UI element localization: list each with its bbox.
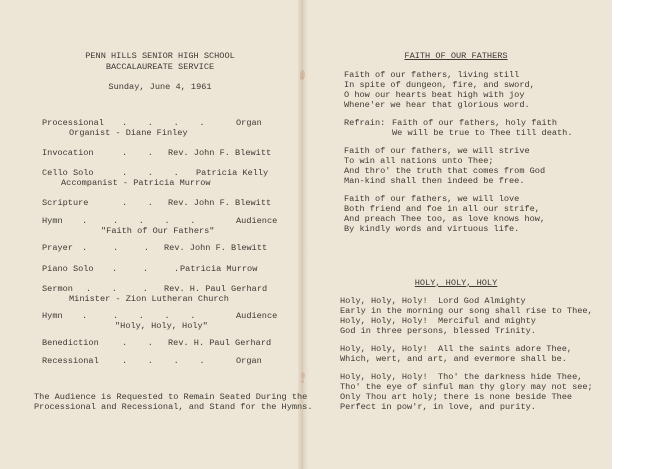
leader-dots: . . bbox=[122, 148, 153, 158]
audience-note-line: Processional and Recessional, and Stand for the Hymns. bbox=[34, 402, 313, 412]
program-item-piano-solo: Piano Solo bbox=[42, 264, 94, 274]
program-detail-recessional: Organ bbox=[236, 356, 262, 366]
hymn-line: O how our hearts beat high with joy bbox=[344, 90, 525, 100]
hymn-line: Holy, Holy, Holy! Merciful and mighty bbox=[340, 316, 536, 326]
leader-dots: . . bbox=[122, 198, 153, 208]
program-item-recessional: Recessional bbox=[42, 356, 99, 366]
program-detail-processional: Organ bbox=[236, 118, 262, 128]
program-detail-scripture: Rev. John F. Blewitt bbox=[168, 198, 272, 208]
hymn-line: To win all nations unto Thee; bbox=[344, 156, 494, 166]
stain-mark bbox=[301, 380, 304, 383]
program-detail-sermon: Rev. H. Paul Gerhard bbox=[164, 284, 268, 294]
program-item-hymn-1: Hymn bbox=[42, 216, 63, 226]
hymn-line: By kindly words and virtuous life. bbox=[344, 224, 520, 234]
program-item-invocation: Invocation bbox=[42, 148, 94, 158]
hymn-title-holy: HOLY, HOLY, HOLY bbox=[414, 278, 498, 288]
program-item-hymn-2: Hymn bbox=[42, 311, 63, 321]
hymn-title-faith: FAITH OF OUR FATHERS bbox=[404, 51, 508, 61]
program-item-scripture: Scripture bbox=[42, 198, 89, 208]
hymn-line: Holy, Holy, Holy! All the saints adore Thee, bbox=[340, 344, 573, 354]
leader-dots: . . . . . bbox=[82, 311, 196, 321]
hymn-line: Holy, Holy, Holy! Tho' the darkness hide Thee, bbox=[340, 372, 583, 382]
hymn-line: Faith of our fathers, we will love bbox=[344, 194, 520, 204]
hymn-line: And preach Thee too, as love knows how, bbox=[344, 214, 546, 224]
audience-note-line: The Audience is Requested to Remain Seated During the bbox=[34, 392, 308, 402]
program-item-benediction: Benediction bbox=[42, 338, 99, 348]
hymn-line: Both friend and foe in all our strife, bbox=[344, 204, 540, 214]
stain-mark bbox=[301, 372, 305, 379]
program-item-processional: Processional bbox=[42, 118, 104, 128]
program-sub-cello-solo: Accompanist - Patricia Murrow bbox=[61, 178, 211, 188]
program-sub-sermon: Minister - Zion Lutheran Church bbox=[69, 294, 229, 304]
program-item-sermon: Sermon bbox=[42, 284, 73, 294]
program-sub-hymn-1: "Faith of Our Fathers" bbox=[101, 226, 215, 236]
leader-dots: . . . bbox=[112, 264, 180, 274]
program-sub-processional: Organist - Diane Finley bbox=[69, 128, 188, 138]
program-detail-prayer: Rev. John F. Blewitt bbox=[164, 243, 268, 253]
hymn-line: In spite of dungeon, fire, and sword, bbox=[344, 80, 535, 90]
leader-dots: . . . . . bbox=[82, 216, 196, 226]
stain-mark bbox=[300, 76, 304, 80]
program-item-cello-solo: Cello Solo bbox=[42, 168, 94, 178]
program-detail-hymn-2: Audience bbox=[236, 311, 278, 321]
hymn-line: Which, wert, and art, and evermore shall be. bbox=[340, 354, 567, 364]
school-name: PENN HILLS SENIOR HIGH SCHOOL bbox=[85, 51, 235, 61]
leader-dots: . . . bbox=[86, 284, 148, 294]
refrain-line: Faith of our fathers, holy faith bbox=[392, 118, 558, 128]
refrain-line: We will be true to Thee till death. bbox=[392, 128, 573, 138]
program-item-prayer: Prayer bbox=[42, 243, 73, 253]
hymn-line: Only Thou art holy; there is none beside Thee bbox=[340, 392, 573, 402]
hymn-line: And thro' the truth that comes from God bbox=[344, 166, 546, 176]
program-detail-invocation: Rev. John F. Blewitt bbox=[168, 148, 272, 158]
program-detail-benediction: Rev. H. Paul Gerhard bbox=[168, 338, 272, 348]
service-title: BACCALAUREATE SERVICE bbox=[105, 62, 215, 72]
leader-dots: . . . . bbox=[122, 118, 205, 128]
hymn-line: Man-kind shall then indeed be free. bbox=[344, 176, 525, 186]
service-date: Sunday, June 4, 1961 bbox=[108, 82, 212, 92]
leader-dots: . . . bbox=[122, 168, 179, 178]
leader-dots: . . . bbox=[82, 243, 150, 253]
hymn-line: Holy, Holy, Holy! Lord God Almighty bbox=[340, 296, 526, 306]
hymn-line: Whene'er we hear that glorious word. bbox=[344, 100, 530, 110]
refrain-label: Refrain: bbox=[344, 118, 386, 128]
hymn-line: God in three persons, blessed Trinity. bbox=[340, 326, 536, 336]
program-detail-piano-solo: Patricia Murrow bbox=[180, 264, 258, 274]
hymn-line: Tho' the eye of sinful man thy glory may not see; bbox=[340, 382, 593, 392]
hymn-line: Faith of our fathers, living still bbox=[344, 70, 520, 80]
hymn-line: Perfect in pow'r, in love, and purity. bbox=[340, 402, 536, 412]
program-detail-cello-solo: Patricia Kelly bbox=[196, 168, 269, 178]
program-sub-hymn-2: "Holy, Holy, Holy" bbox=[115, 321, 208, 331]
leader-dots: . . . . bbox=[122, 356, 205, 366]
hymn-line: Faith of our fathers, we will strive bbox=[344, 146, 530, 156]
leader-dots: . . bbox=[122, 338, 153, 348]
program-detail-hymn-1: Audience bbox=[236, 216, 278, 226]
hymn-line: Early in the morning our song shall rise to Thee, bbox=[340, 306, 593, 316]
